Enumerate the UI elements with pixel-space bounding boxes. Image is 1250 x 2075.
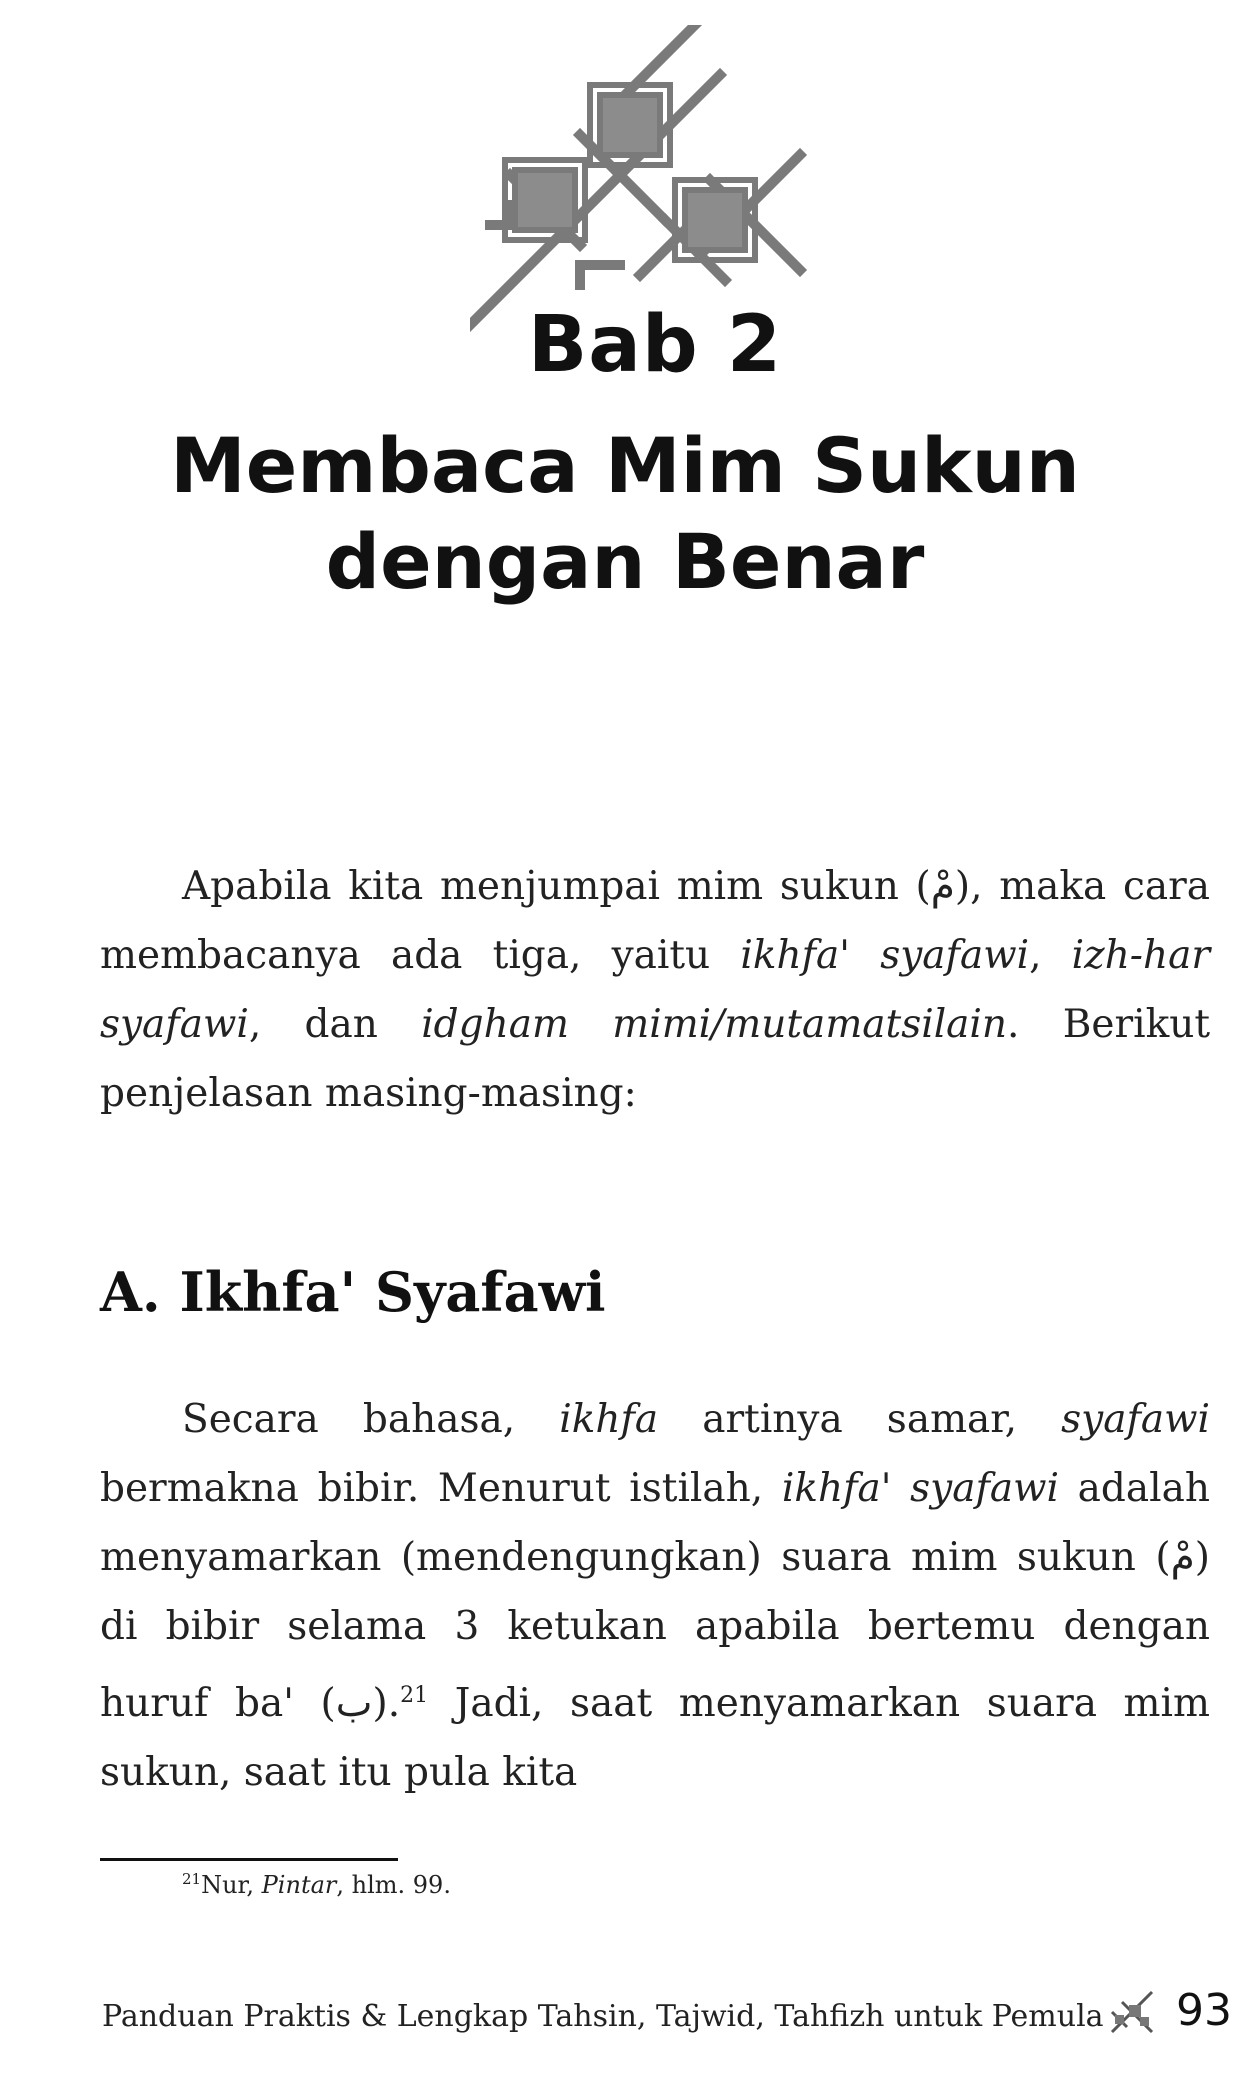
term-idgham-mimi: idgham mimi/mutamatsilain [421,1002,1008,1047]
ornament-icon [1107,1987,1162,2037]
page-number: 93 [1176,1985,1232,2036]
chapter-title-line-2: dengan Benar [325,517,925,606]
section-heading: A. Ikhfa' Syafawi [100,1260,606,1324]
term-ikhfa-syafawi: ikhfa' syafawi [740,933,1030,978]
page-footer [102,1985,1232,2045]
chapter-title-line-1: Membaca Mim Sukun [170,421,1080,510]
arabic-mim-sukun: مْ [1170,1535,1195,1580]
chapter-ornament-icon [470,25,840,340]
footnote: $^{21}$Nur, Pintar, hlm. 99. [182,1870,451,1899]
intro-paragraph: Apabila kita menjumpai mim sukun (مْ), maka cara membacanya ada tiga, yaitu ikhfa' syafawi, izh-har syafawi, dan idgham mimi/mutamatsilain. Berikut penjelasan masing-masing: [100,864,1211,1116]
footnote-divider [100,1858,398,1861]
term-izh-har-syafawi: izh-har syafawi [100,933,1210,1047]
footer-book-title: Panduan Praktis & Lengkap Tahsin, Tajwid, Tahfizh untuk Pemula [102,1999,1104,2034]
section-a-paragraph: Secara bahasa, ikhfa artinya samar, syafawi bermakna bibir. Menurut istilah, ikhfa' syafawi adalah menyamarkan (mendengungkan) suara mim sukun (مْ) di bibir selama 3 ketukan apabila bertemu dengan huruf ba' (ب).$^{21}$ Jadi, saat menyamarkan suara mim sukun, saat itu pula kita [100,1397,1210,1795]
chapter-label: Bab 2 [527,300,783,390]
footnote-number: 21 [182,1870,202,1888]
arabic-mim-sukun: مْ [930,864,955,909]
arabic-ba: ب [335,1681,373,1726]
footnote-reference[interactable]: 21 [400,1683,429,1708]
chapter-title [0,418,1250,610]
